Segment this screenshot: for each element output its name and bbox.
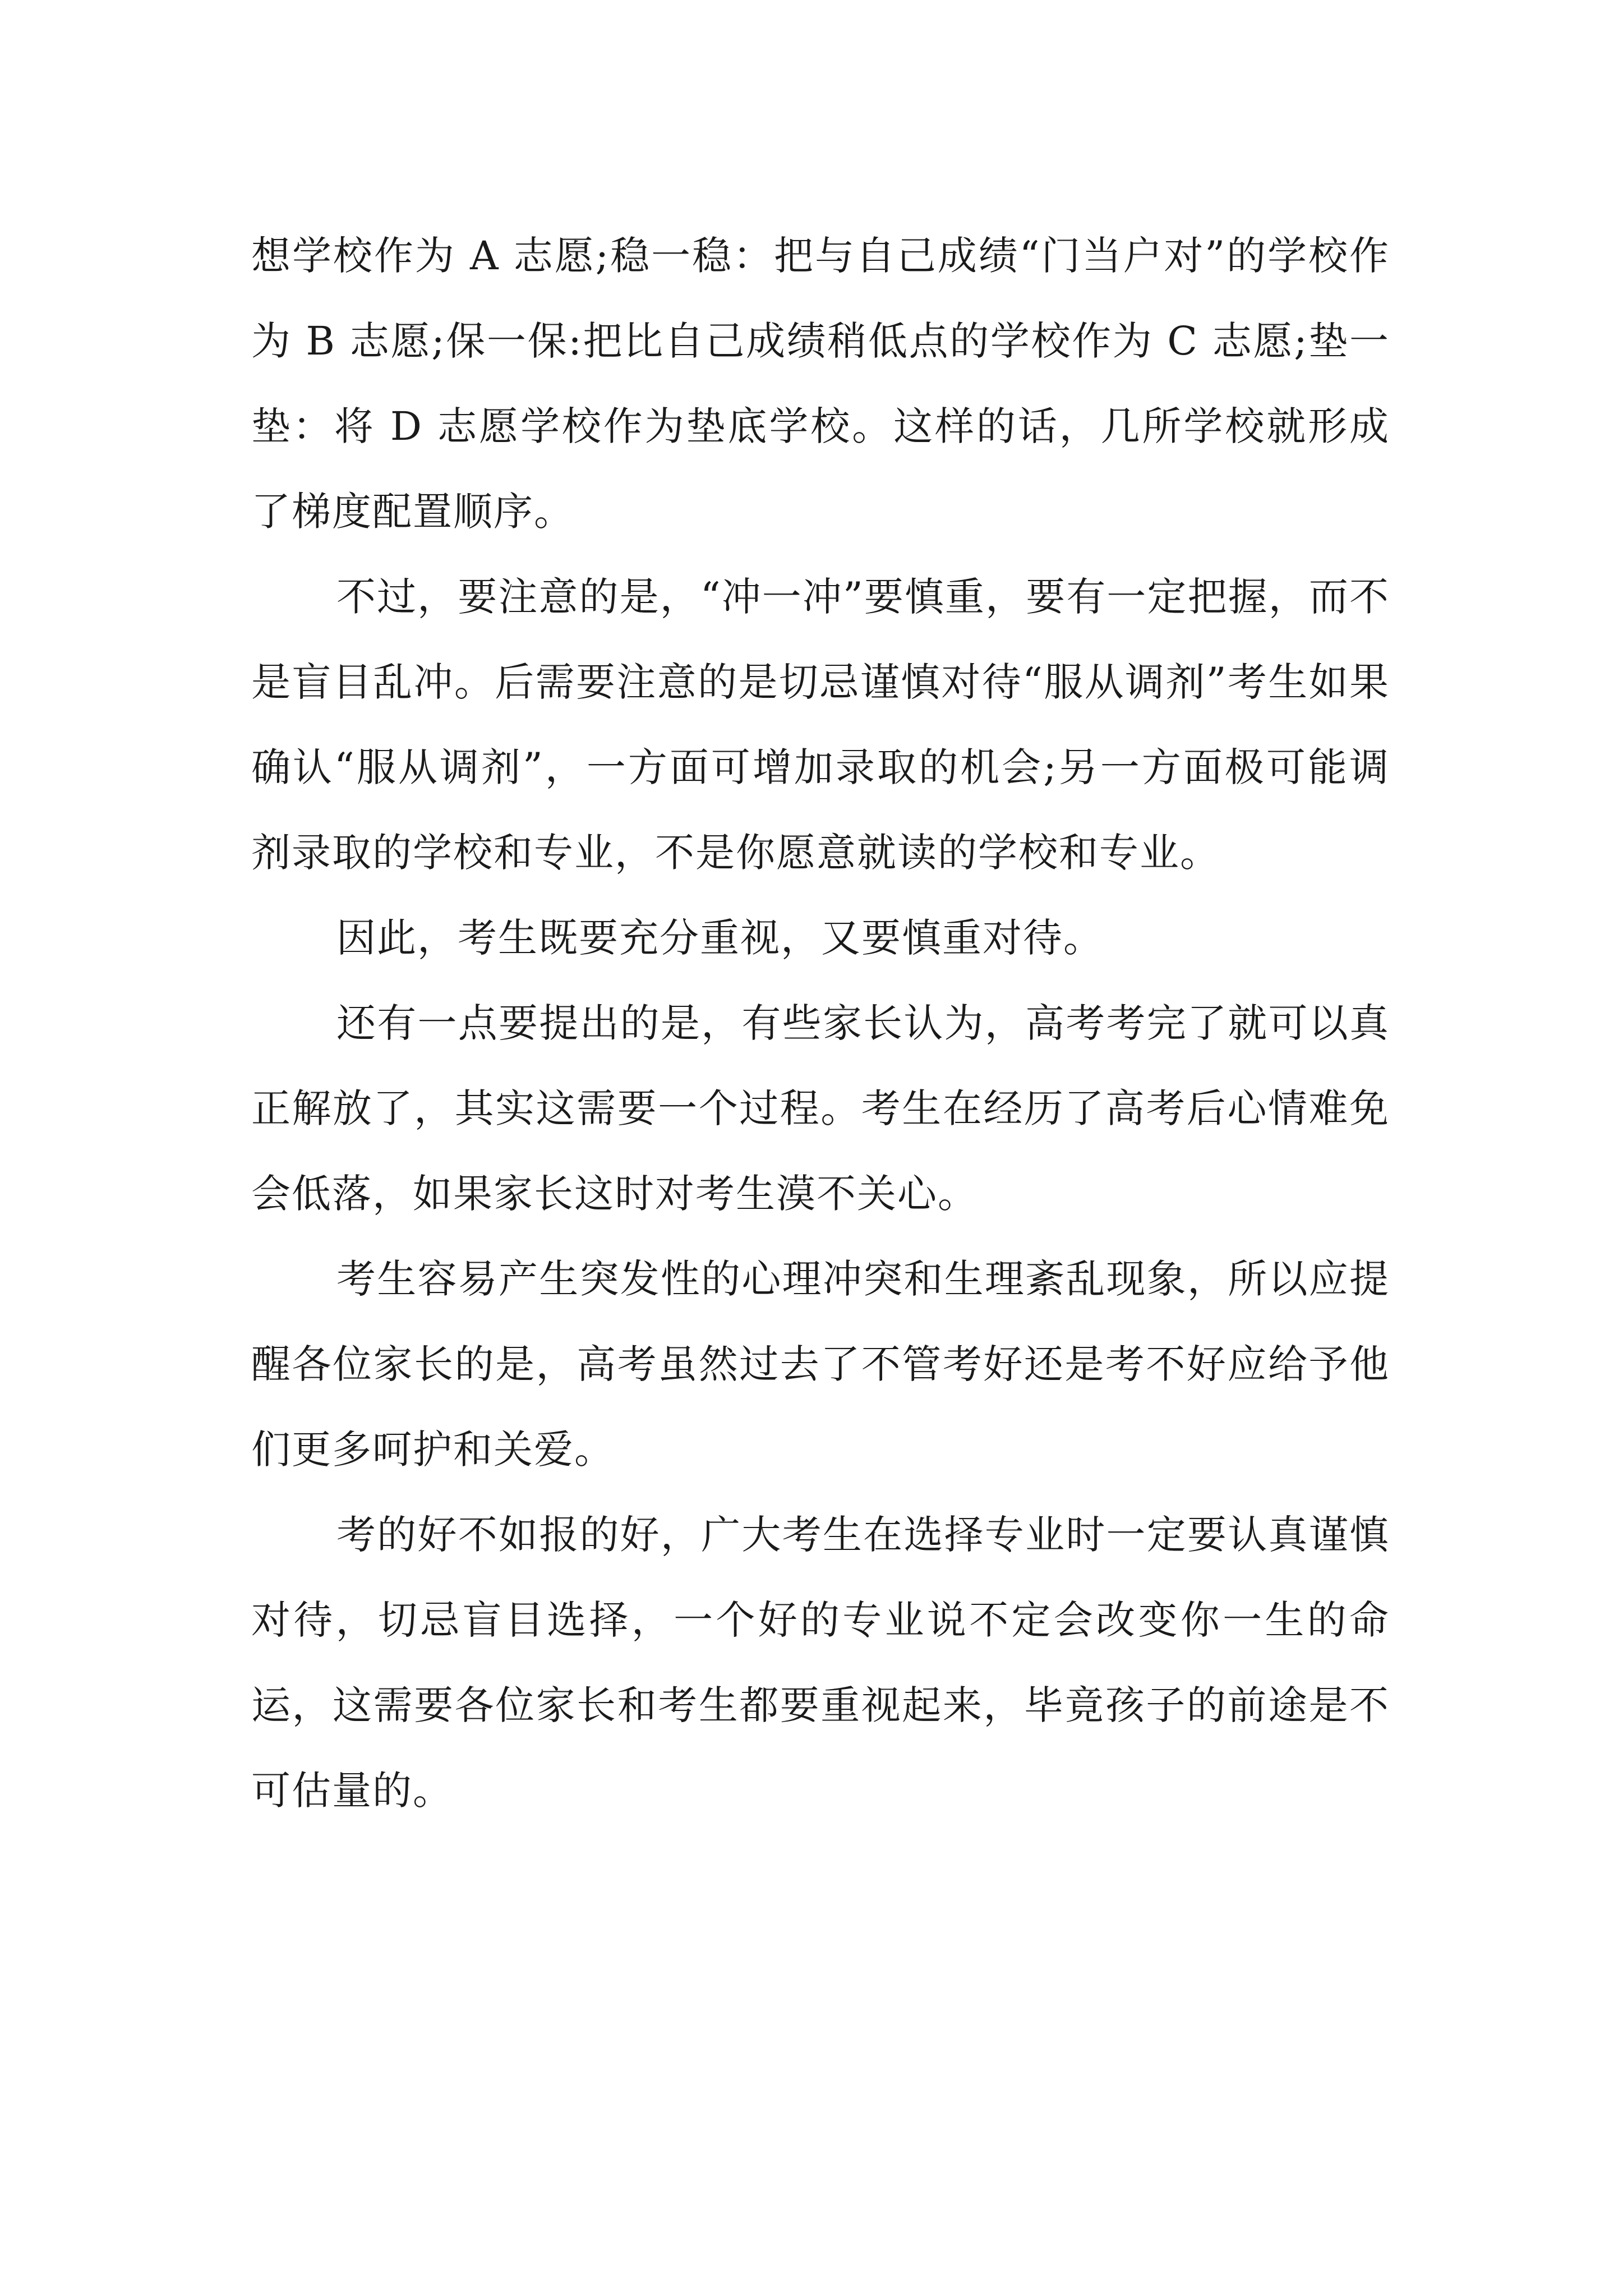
paragraph: 考生容易产生突发性的心理冲突和生理紊乱现象，所以应提醒各位家长的是，高考虽然过去了不管考好还是考不好应给予他们更多呵护和关爱。 [251,1256,1390,1473]
paragraph: 考的好不如报的好，广大考生在选择专业时一定要认真谨慎对待，切忌盲目选择，一个好的专业说不定会改变你一生的命运，这需要各位家长和考生都要重视起来，毕竟孩子的前途是不可估量的。 [251,1512,1390,1814]
paragraph: 因此，考生既要充分重视，又要慎重对待。 [336,915,1104,961]
document-body [251,213,1390,1833]
paragraph: 想学校作为 A 志愿;稳一稳：把与自己成绩“门当户对”的学校作为 B 志愿;保一保:把比自己成绩稍低点的学校作为 C 志愿;垫一垫：将 D 志愿学校作为垫底学校。这样的话，几所学校就形成了梯度配置顺序。 [251,233,1390,535]
paragraph: 还有一点要提出的是，有些家长认为，高考考完了就可以真正解放了，其实这需要一个过程。考生在经历了高考后心情难免会低落，如果家长这时对考生漠不关心。 [251,1000,1390,1217]
paragraph: 不过，要注意的是，“冲一冲”要慎重，要有一定把握，而不是盲目乱冲。后需要注意的是切忌谨慎对待“服从调剂”考生如果确认“服从调剂”，一方面可增加录取的机会;另一方面极可能调剂录取的学校和专业，不是你愿意就读的学校和专业。 [251,574,1390,876]
